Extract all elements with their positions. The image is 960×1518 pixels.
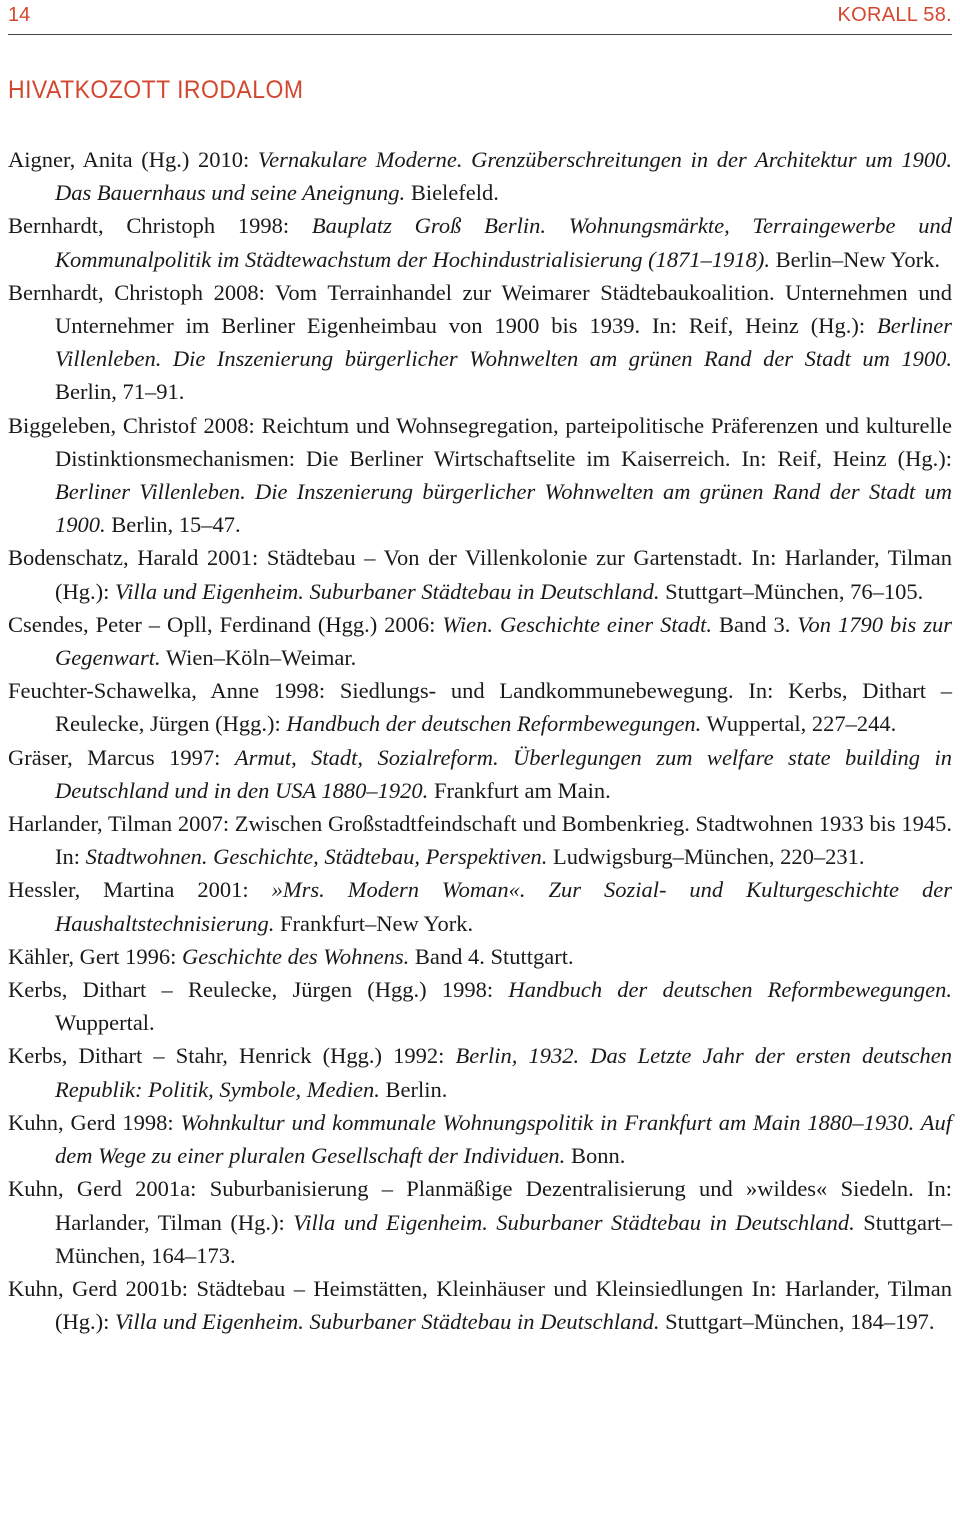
- reference-entry: [8, 409, 952, 542]
- reference-text-segment: Frankfurt am Main.: [428, 777, 611, 803]
- reference-text-segment: Kuhn, Gerd 2001a: Suburbanisierung – Planmäßige Dezentralisierung und »wildes« Siedeln. In: Harlander, Tilman (Hg.):: [8, 1176, 952, 1235]
- reference-text-segment: Ludwigsburg–München, 220–231.: [547, 844, 865, 870]
- reference-entry: [8, 209, 952, 275]
- reference-title-segment: Berlin, 1932. Das Letzte Jahr der ersten deutschen Republik: Politik, Symbole, Medien.: [55, 1043, 952, 1102]
- reference-entry: [8, 973, 952, 1039]
- reference-text-segment: Bernhardt, Christoph 2008: Vom Terrainhandel zur Weimarer Städtebaukoalition. Unternehmen und Unternehmer im Berliner Eigenheimbau von 1900 bis 1939. In: Reif, Heinz (Hg.):: [8, 279, 952, 339]
- reference-title-segment: Berliner Villenleben. Die Inszenierung bürgerlicher Wohnwelten am grünen Rand der Stadt um 1900.: [55, 313, 952, 372]
- running-head: KORALL 58.: [837, 4, 952, 26]
- reference-entry: [8, 1039, 952, 1105]
- reference-entry: [8, 873, 952, 939]
- reference-title-segment: Vernakulare Moderne. Grenzüberschreitungen in der Architektur um 1900. Das Bauernhaus und seine Aneignung.: [55, 147, 952, 206]
- reference-entry: [8, 741, 952, 807]
- reference-title-segment: »Mrs. Modern Woman«. Zur Sozial- und Kulturgeschichte der Haushaltstechnisierung.: [55, 877, 952, 936]
- reference-title-segment: Geschichte des Wohnens.: [182, 943, 410, 969]
- reference-text-segment: Frankfurt–New York.: [274, 910, 474, 936]
- reference-text-segment: Stuttgart–München, 184–197.: [659, 1309, 935, 1335]
- reference-entry: [8, 143, 952, 209]
- reference-text-segment: Csendes, Peter – Opll, Ferdinand (Hgg.) 2006:: [8, 611, 443, 637]
- reference-entry: [8, 1106, 952, 1172]
- reference-entry: [8, 674, 952, 740]
- reference-entry: [8, 608, 952, 674]
- reference-entry: [8, 1172, 952, 1272]
- reference-title-segment: Armut, Stadt, Sozialreform. Überlegungen zum welfare state building in Deutschland und in den USA 1880–1920.: [55, 744, 952, 803]
- reference-title-segment: Villa und Eigenheim. Suburbaner Städtebau in Deutschland.: [115, 578, 660, 604]
- reference-title-segment: Villa und Eigenheim. Suburbaner Städtebau in Deutschland.: [115, 1309, 660, 1335]
- reference-text-segment: Kähler, Gert 1996:: [8, 943, 183, 969]
- reference-text-segment: Kuhn, Gerd 2001b: Städtebau – Heimstätten, Kleinhäuser und Kleinsiedlungen In: Harlander, Tilman (Hg.):: [8, 1275, 952, 1335]
- reference-text-segment: Biggeleben, Christof 2008: Reichtum und Wohnsegregation, parteipolitische Präferenzen und kulturelle Distinktionsmechanismen: Die Berliner Wirtschaftselite im Kaiserreich. In: Reif, Heinz (Hg.):: [8, 412, 952, 471]
- reference-text-segment: Band 4. Stuttgart.: [409, 943, 574, 969]
- reference-title-segment: Handbuch der deutschen Reformbewegungen.: [286, 711, 702, 737]
- reference-text-segment: Berlin.: [379, 1076, 448, 1102]
- reference-title-segment: Villa und Eigenheim. Suburbaner Städtebau in Deutschland.: [293, 1209, 855, 1235]
- reference-entry: [8, 541, 952, 607]
- page-number: 14: [8, 4, 31, 26]
- reference-entry: [8, 940, 952, 973]
- reference-text-segment: Gräser, Marcus 1997:: [8, 744, 235, 770]
- reference-text-segment: Wien–Köln–Weimar.: [160, 645, 357, 671]
- reference-text-segment: Bielefeld.: [405, 180, 499, 206]
- reference-text-segment: Berlin–New York.: [769, 246, 940, 272]
- reference-text-segment: Kuhn, Gerd 1998:: [8, 1109, 181, 1135]
- page-header: [8, 0, 952, 35]
- reference-text-segment: Kerbs, Dithart – Reulecke, Jürgen (Hgg.) 1998:: [8, 977, 509, 1003]
- reference-text-segment: Berlin, 71–91.: [55, 379, 185, 405]
- reference-title-segment: Wohnkultur und kommunale Wohnungspolitik in Frankfurt am Main 1880–1930. Auf dem Wege zu einer pluralen Gesellschaft der Individuen.: [55, 1109, 952, 1169]
- reference-text-segment: Wuppertal, 227–244.: [701, 711, 897, 737]
- reference-text-segment: Berlin, 15–47.: [105, 512, 241, 538]
- reference-text-segment: Feuchter-Schawelka, Anne 1998: Siedlungs- und Landkommunebewegung. In: Kerbs, Dithart – Reulecke, Jürgen (Hgg.):: [8, 678, 952, 737]
- reference-title-segment: Bauplatz Groß Berlin. Wohnungsmärkte, Terraingewerbe und Kommunalpolitik im Städtewachstum der Hochindustrialisierung (1871–1918).: [55, 213, 952, 272]
- reference-title-segment: Stadtwohnen. Geschichte, Städtebau, Perspektiven.: [85, 844, 548, 870]
- reference-text-segment: Kerbs, Dithart – Stahr, Henrick (Hgg.) 1992:: [8, 1043, 456, 1069]
- section-title: HIVATKOZOTT IRODALOM: [8, 76, 304, 104]
- reference-text-segment: Aigner, Anita (Hg.) 2010:: [8, 147, 258, 172]
- reference-list: [8, 143, 952, 1338]
- reference-title-segment: Von 1790 bis zur Gegenwart.: [55, 611, 952, 671]
- reference-text-segment: Stuttgart–München, 164–173.: [55, 1209, 952, 1268]
- reference-text-segment: Harlander, Tilman 2007: Zwischen Großstadtfeindschaft und Bombenkrieg. Stadtwohnen 1933 bis 1945. In:: [8, 811, 952, 870]
- reference-entry: [8, 276, 952, 409]
- reference-text-segment: Bernhardt, Christoph 1998:: [8, 213, 312, 239]
- reference-title-segment: Handbuch der deutschen Reformbewegungen.: [508, 977, 952, 1003]
- reference-text-segment: Wuppertal.: [55, 1010, 155, 1036]
- reference-text-segment: Hessler, Martina 2001:: [8, 877, 272, 903]
- reference-text-segment: Stuttgart–München, 76–105.: [659, 578, 924, 604]
- reference-entry: [8, 807, 952, 873]
- reference-text-segment: Bodenschatz, Harald 2001: Städtebau – Von der Villenkolonie zur Gartenstadt. In: Harlander, Tilman (Hg.):: [8, 545, 952, 604]
- reference-text-segment: Bonn.: [565, 1143, 626, 1169]
- reference-title-segment: Wien. Geschichte einer Stadt.: [442, 611, 712, 637]
- reference-title-segment: Berliner Villenleben. Die Inszenierung bürgerlicher Wohnwelten am grünen Rand der Stadt um 1900.: [55, 479, 952, 538]
- reference-entry: [8, 1272, 952, 1338]
- reference-text-segment: Band 3.: [712, 611, 798, 637]
